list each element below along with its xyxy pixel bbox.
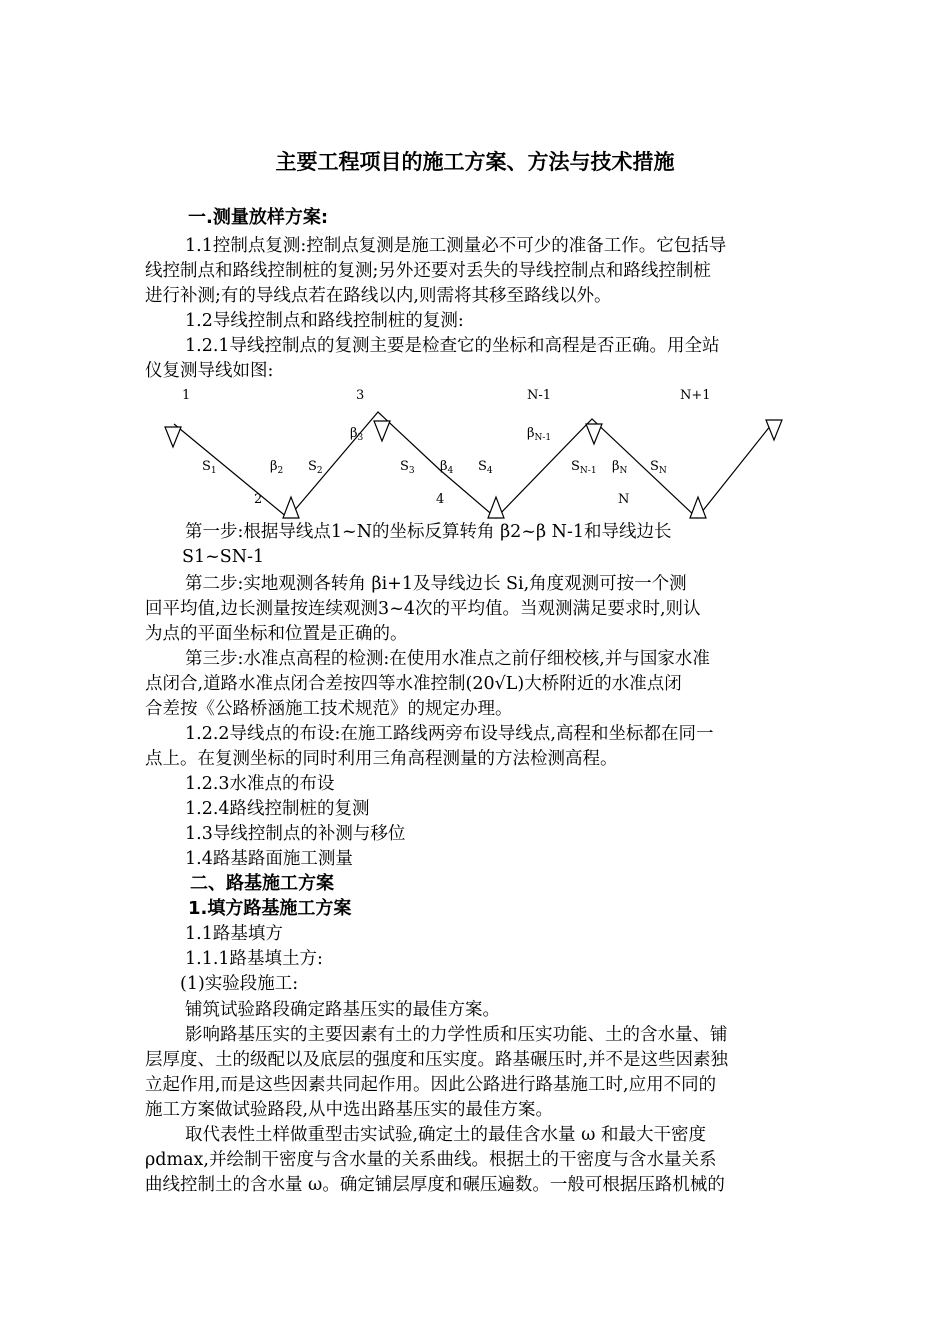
body-line: 回平均值,边长测量按连续观测3~4次的平均值。当观测满足要求时,则认 (145, 599, 701, 619)
body-line: (1)实验段施工: (180, 974, 299, 994)
sn: $S_N$ (650, 459, 667, 476)
traverse-diagram (0, 378, 950, 523)
body-line: 曲线控制土的含水量 ω。确定铺层厚度和碾压遍数。一般可根据压路机械的 (145, 1175, 725, 1195)
label-n: N (618, 492, 630, 507)
body-line: 施工方案做试验路段,从中选出路基压实的最佳方案。 (145, 1100, 554, 1120)
station-n1-triangle (586, 424, 602, 444)
body-line: 为点的平面坐标和位置是正确的。 (145, 624, 408, 644)
beta-2: $\beta_2$ (270, 459, 284, 476)
body-line: 1.1.1路基填土方: (185, 949, 323, 969)
body-line: 点上。在复测坐标的同时利用三角高程测量的方法检测高程。 (145, 749, 618, 769)
body-line: 1.2导线控制点和路线控制桩的复测: (185, 311, 464, 331)
body-line: 点闭合,道路水准点闭合差按四等水准控制(20√L)大桥附近的水准点闭 (145, 674, 682, 694)
body-line: 1.1控制点复测:控制点复测是施工测量必不可少的准备工作。它包括导 (185, 236, 727, 256)
label-3: 3 (356, 388, 365, 403)
beta-n-1: $\beta_{N-1}$ (527, 426, 552, 443)
station-1-triangle (165, 427, 181, 447)
body-line: 线控制点和路线控制桩的复测;另外还要对丢失的导线控制点和路线控制桩 (145, 261, 711, 281)
subsection-heading-fill: 1.填方路基施工方案 (188, 898, 352, 919)
section-heading-survey: 一.测量放样方案: (188, 207, 329, 228)
body-line: 层厚度、土的级配以及底层的强度和压实度。路基碾压时,并不是这些因素独 (145, 1050, 729, 1070)
body-line: 第二步:实地观测各转角 βi+1及导线边长 Si,角度观测可按一个测 (185, 574, 687, 594)
s3: $S_3$ (400, 459, 415, 476)
traverse-line (174, 412, 775, 518)
label-n-1: N-1 (527, 388, 552, 403)
body-line: 1.2.4路线控制桩的复测 (185, 799, 370, 819)
label-2: 2 (254, 492, 263, 507)
body-line: 1.1路基填方 (185, 924, 283, 944)
body-line: ρdmax,并绘制干密度与含水量的关系曲线。根据土的干密度与含水量关系 (145, 1150, 717, 1170)
label-n-plus-1: N+1 (680, 388, 711, 403)
body-line: 1.4路基路面施工测量 (185, 849, 353, 869)
s4: $S_4$ (478, 459, 493, 476)
body-line: 进行补测;有的导线点若在路线以内,则需将其移至路线以外。 (145, 286, 612, 306)
body-line: 1.2.1导线控制点的复测主要是检查它的坐标和高程是否正确。用全站 (185, 336, 720, 356)
body-line: 铺筑试验路段确定路基压实的最佳方案。 (185, 1000, 500, 1020)
station-3-triangle (374, 421, 390, 441)
station-n-plus-1-triangle (766, 420, 782, 440)
body-line: 第一步:根据导线点1~N的坐标反算转角 β2~β N-1和导线边长 (185, 522, 672, 542)
document-title: 主要工程项目的施工方案、方法与技术措施 (275, 150, 675, 174)
body-line: 1.2.3水准点的布设 (185, 774, 335, 794)
station-4-triangle (488, 497, 504, 518)
body-line: 1.2.2导线点的布设:在施工路线两旁布设导线点,高程和坐标都在同一 (185, 724, 714, 744)
label-4: 4 (436, 492, 445, 507)
beta-n: $\beta_N$ (612, 459, 628, 476)
label-1: 1 (182, 388, 191, 403)
beta-4: $\beta_4$ (440, 459, 454, 476)
body-line: 1.3导线控制点的补测与移位 (185, 824, 406, 844)
body-line: 合差按《公路桥涵施工技术规范》的规定办理。 (145, 699, 513, 719)
sn-1: $S_{N-1}$ (571, 459, 597, 476)
station-n-triangle (690, 497, 706, 518)
body-line: S1~SN-1 (182, 547, 265, 567)
body-line: 第三步:水准点高程的检测:在使用水准点之前仔细校核,并与国家水准 (185, 649, 710, 669)
beta-3: $\beta_3$ (350, 426, 364, 443)
s1: $S_1$ (202, 459, 217, 476)
s2: $S_2$ (308, 459, 323, 476)
body-line: 取代表性土样做重型击实试验,确定土的最佳含水量 ω 和最大干密度 (185, 1125, 706, 1145)
body-line: 仪复测导线如图: (145, 361, 274, 381)
body-line: 立起作用,而是这些因素共同起作用。因此公路进行路基施工时,应用不同的 (145, 1075, 717, 1095)
body-line: 影响路基压实的主要因素有土的力学性质和压实功能、土的含水量、铺 (185, 1025, 728, 1045)
section-heading-subgrade: 二、路基施工方案 (190, 873, 334, 894)
